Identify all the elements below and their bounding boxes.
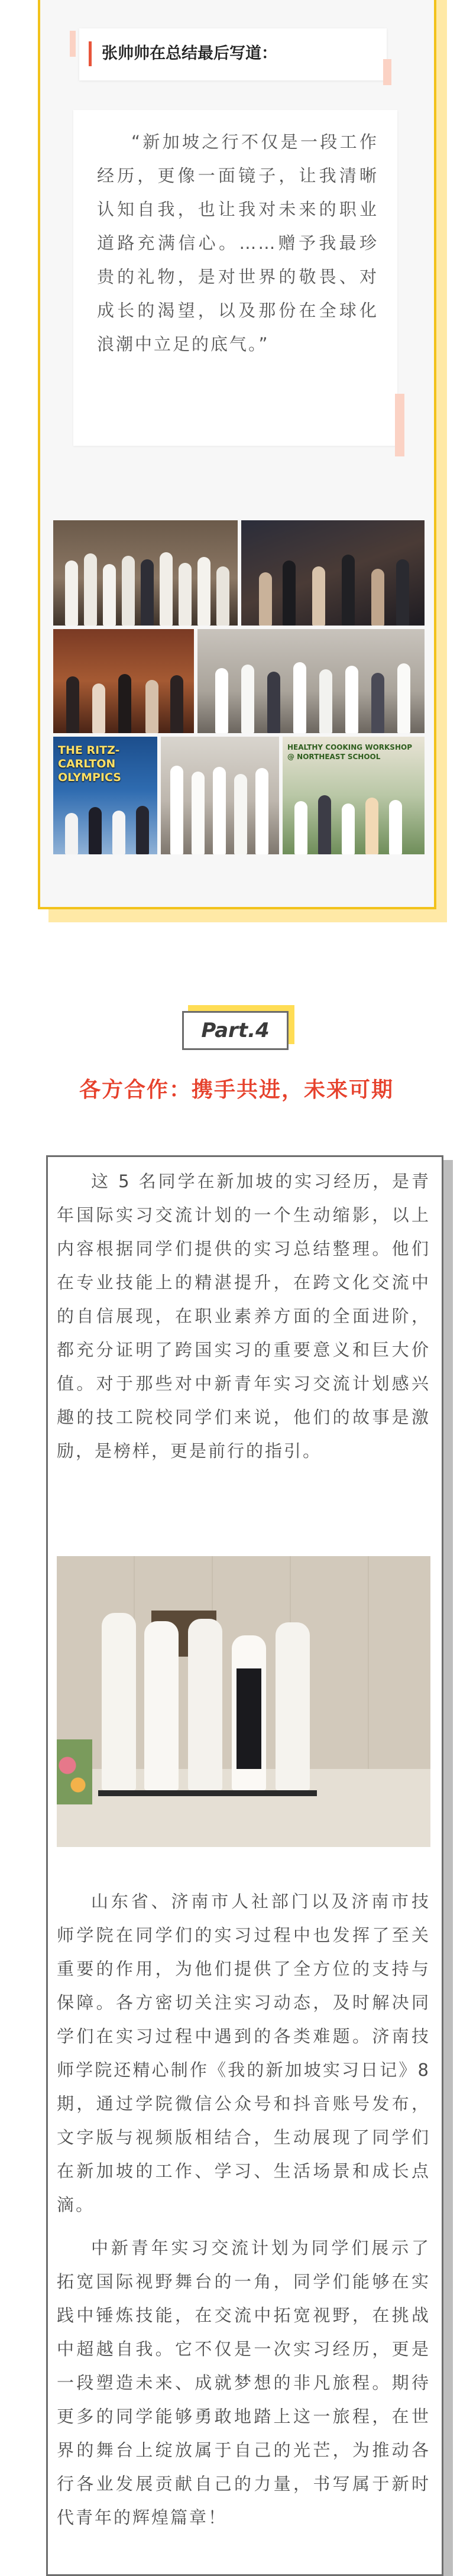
section-title: 各方合作：携手共进，未来可期 xyxy=(79,1078,394,1102)
heading-bar xyxy=(89,41,92,66)
card-shadow-right xyxy=(436,0,447,922)
part-label: Part.4 xyxy=(182,1011,289,1050)
photo-school-workshop xyxy=(283,737,425,854)
title-accent-left xyxy=(70,31,76,57)
photo-collage xyxy=(53,520,425,854)
photo-chefs-with-cake xyxy=(161,737,279,854)
photo-dinner-table xyxy=(53,629,194,733)
photo-olympics-sign xyxy=(53,737,157,854)
quote-text: “新加坡之行不仅是一段工作经历，更像一面镜子，让我清晰认知自我，也让我对未来的职业道路充满信心。……赠予我最珍贵的礼物，是对世界的敬畏、对成长的渴望，以及那份在全球化浪潮中立足的底气。” xyxy=(97,132,378,354)
paragraph-2: 山东省、济南市人社部门以及济南市技师学院在同学们的实习过程中也发挥了至关重要的作用，为他们提供了全方位的支持与保障。各方密切关注实习动态，及时解决同学们在实习过程中遇到的各类难题。济南技师学院还精心制作《我的新加坡实习日记》8 期，通过学院微信公众号和抖音账号发布，文字版与视频版相结合，生动展现了同学们在新加坡的工作、学习、生活场景和成长点滴。 xyxy=(57,1891,430,2215)
photo-kitchen-team xyxy=(197,629,425,733)
card-shadow-bottom xyxy=(48,909,447,922)
quote-accent-right xyxy=(395,394,404,456)
paragraph-3: 中新青年实习交流计划为同学们展示了拓宽国际视野舞台的一角，同学们能够在实践中锤炼技能，在交流中拓宽视野，在挑战中超越自我。它不仅是一次实习经历，更是一段塑造未来、成就梦想的非凡旅程。期待更多的同学能够勇敢地踏上这一旅程，在世界的舞台上绽放属于自己的光芒，为推动各行各业发展贡献自己的力量，书写属于新时代青年的辉煌篇章！ xyxy=(57,2238,430,2528)
photo-restaurant-selfie xyxy=(241,520,425,626)
photo-chefs-group xyxy=(53,520,238,626)
photo-chef-team-lobby xyxy=(57,1556,430,1847)
workshop-sign-text: HEALTHY COOKING WORKSHOP @ NORTHEAST SCHOOL xyxy=(287,743,412,761)
quote-heading: 张帅帅在总结最后写道： xyxy=(102,44,277,63)
olympics-sign-text: THE RITZ-CARLTON OLYMPICS xyxy=(58,744,121,784)
paragraph-1: 这 5 名同学在新加坡的实习经历，是青年国际实习交流计划的一个生动缩影，以上内容根据同学们提供的实习总结整理。他们在专业技能上的精湛提升，在跨文化交流中的自信展现，在职业素养方面的全面进阶，都充分证明了跨国实习的重要意义和巨大价值。对于那些对中新青年实习交流计划感兴趣的技工院校同学们来说，他们的故事是激励，是榜样，更是前行的指引。 xyxy=(57,1171,430,1461)
